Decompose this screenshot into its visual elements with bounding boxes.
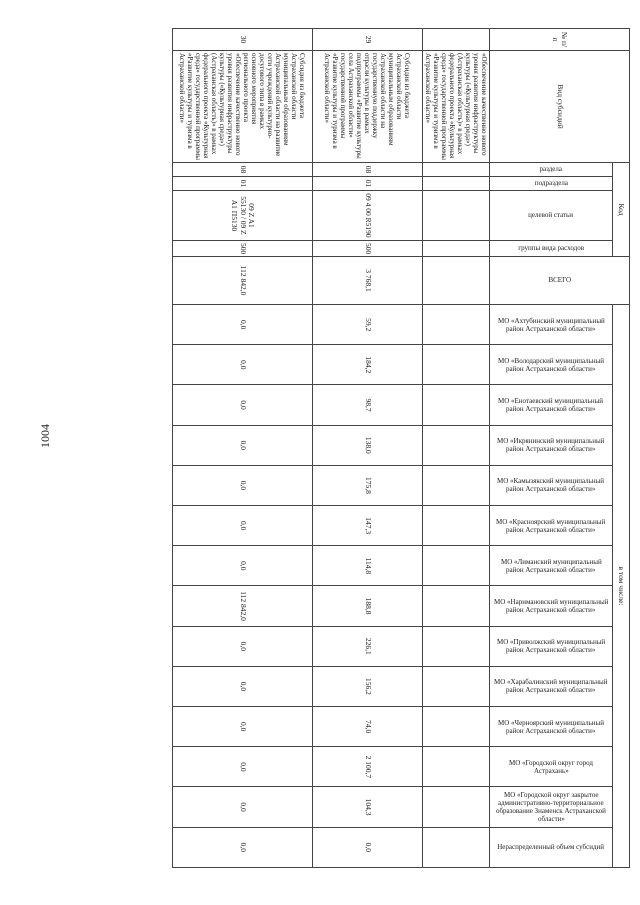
row-vr: 500	[313, 241, 423, 257]
row-value: 175,8	[313, 465, 423, 505]
row-value	[423, 707, 490, 747]
row-value: 138,0	[313, 425, 423, 465]
row-value: 0,0	[173, 425, 313, 465]
header-no: № п/п	[490, 29, 630, 51]
subsidy-table	[172, 28, 630, 868]
row-value: 0,0	[173, 385, 313, 425]
row-total: 112 842,0	[173, 257, 313, 305]
header-razdel: раздела	[490, 163, 613, 177]
row-target: 09 Z A1 55130 / 09 Z A1 П5130	[173, 191, 313, 241]
row-value: 0,0	[313, 827, 423, 867]
row-value: 0,0	[173, 827, 313, 867]
row-value	[423, 345, 490, 385]
row-vr: 500	[173, 241, 313, 257]
header-row-1	[613, 29, 630, 868]
rotated-page	[90, 28, 630, 868]
row-value: 147,3	[313, 506, 423, 546]
row-value	[423, 787, 490, 827]
header-type: Вид субсидий	[490, 51, 630, 163]
row-value	[423, 747, 490, 787]
row-name: «Обеспечение качественно нового уровня развития инфраструктуры культуры («Культурная среда») (Астраханская область)» в рамках федерального проекта «Культурная среда» государственной программы «Развитие культуры и туризма в Астраханской области»	[423, 51, 490, 163]
row-no: 29	[313, 29, 423, 51]
header-mo-13: Нераспределенный объем субсидий	[490, 827, 613, 867]
row-podrazdel	[423, 177, 490, 191]
header-mo-1: МО «Володарский муниципальный район Астраханской области»	[490, 345, 613, 385]
row-value	[423, 305, 490, 345]
header-mo-9: МО «Харабалинский муниципальный район Астраханской области»	[490, 666, 613, 706]
header-mo-2: МО «Енотаевский муниципальный район Астраханской области»	[490, 385, 613, 425]
row-value: 0,0	[173, 345, 313, 385]
header-mo-11: МО «Городской округ город Астрахань»	[490, 747, 613, 787]
row-value: 0,0	[173, 787, 313, 827]
row-name: Субсидия из бюджета Астраханской области муниципальным образованиям Астраханской области на государственную поддержку отрасли культуры в рамках подпрограммы «Развитие культуры села Астраханской области» государственной программы «Развитие культуры и туризма в Астраханской области»	[313, 51, 423, 163]
header-vr: группы вида расходов	[490, 241, 613, 257]
row-value: 0,0	[173, 626, 313, 666]
row-value	[423, 385, 490, 425]
header-mo-5: МО «Красноярский муниципальный район Астраханской области»	[490, 506, 613, 546]
row-vr	[423, 241, 490, 257]
row-value: 0,0	[173, 506, 313, 546]
row-value	[423, 586, 490, 626]
row-value: 184,2	[313, 345, 423, 385]
row-value	[423, 626, 490, 666]
row-razdel	[423, 163, 490, 177]
row-podrazdel: 01	[313, 177, 423, 191]
row-value: 226,1	[313, 626, 423, 666]
header-mo-8: МО «Приволжский муниципальный район Астраханской области»	[490, 626, 613, 666]
row-value: 0,0	[173, 747, 313, 787]
row-value: 2 100,7	[313, 747, 423, 787]
row-target	[423, 191, 490, 241]
row-razdel: 08	[173, 163, 313, 177]
header-podrazdel: подраздела	[490, 177, 613, 191]
row-value	[423, 666, 490, 706]
row-value: 98,7	[313, 385, 423, 425]
row-value: 0,0	[173, 666, 313, 706]
row-total: 3 768,1	[313, 257, 423, 305]
row-value	[423, 546, 490, 586]
row-value: 0,0	[173, 465, 313, 505]
row-value	[423, 827, 490, 867]
header-mo-10: МО «Черноярский муниципальный район Астраханской области»	[490, 707, 613, 747]
row-no: 30	[173, 29, 313, 51]
row-target: 09 4 00 R5190	[313, 191, 423, 241]
table-row	[423, 29, 490, 868]
header-mo-3: МО «Икрянинский муниципальный район Астраханской области»	[490, 425, 613, 465]
page-number: 1004	[38, 424, 52, 448]
row-value: 0,0	[173, 305, 313, 345]
row-value: 74,0	[313, 707, 423, 747]
header-mo-7: МО «Наримановский муниципальный район Астраханской области»	[490, 586, 613, 626]
row-value: 59,2	[313, 305, 423, 345]
row-total	[423, 257, 490, 305]
header-total: ВСЕГО	[490, 257, 630, 305]
row-value	[423, 465, 490, 505]
row-podrazdel: 01	[173, 177, 313, 191]
header-code: Код	[613, 163, 630, 257]
row-value: 112 842,0	[173, 586, 313, 626]
header-mo-6: МО «Лиманский муниципальный район Астраханской области»	[490, 546, 613, 586]
row-value: 188,8	[313, 586, 423, 626]
row-value: 0,0	[173, 707, 313, 747]
row-value	[423, 425, 490, 465]
row-razdel: 08	[313, 163, 423, 177]
row-value: 156,2	[313, 666, 423, 706]
header-mo-12: МО «Городской округ закрытое административно-территориальное образование Знаменск Астраханской области»	[490, 787, 613, 827]
row-value: 104,3	[313, 787, 423, 827]
header-target: целевой статьи	[490, 191, 613, 241]
row-no	[423, 29, 490, 51]
row-value: 0,0	[173, 546, 313, 586]
row-name: Субсидия из бюджета Астраханской области муниципальным образованиям Астраханской области на развитие сети учреждений культурно-досугового типа в рамках основного мероприятия регионального проекта «Обеспечение качественно нового уровня развития инфраструктуры культуры («Культурная среда») (Астраханская область)» в рамках федерального проекта «Культурная среда» государственной программы «Развитие культуры и туризма в Астраханской области»	[173, 51, 313, 163]
header-including: в том числе:	[613, 305, 630, 868]
table-row	[173, 29, 313, 868]
row-value	[423, 506, 490, 546]
table-row	[313, 29, 423, 868]
row-value: 114,8	[313, 546, 423, 586]
header-mo-0: МО «Ахтубинский муниципальный район Астраханской области»	[490, 305, 613, 345]
header-mo-4: МО «Камызякский муниципальный район Астраханской области»	[490, 465, 613, 505]
